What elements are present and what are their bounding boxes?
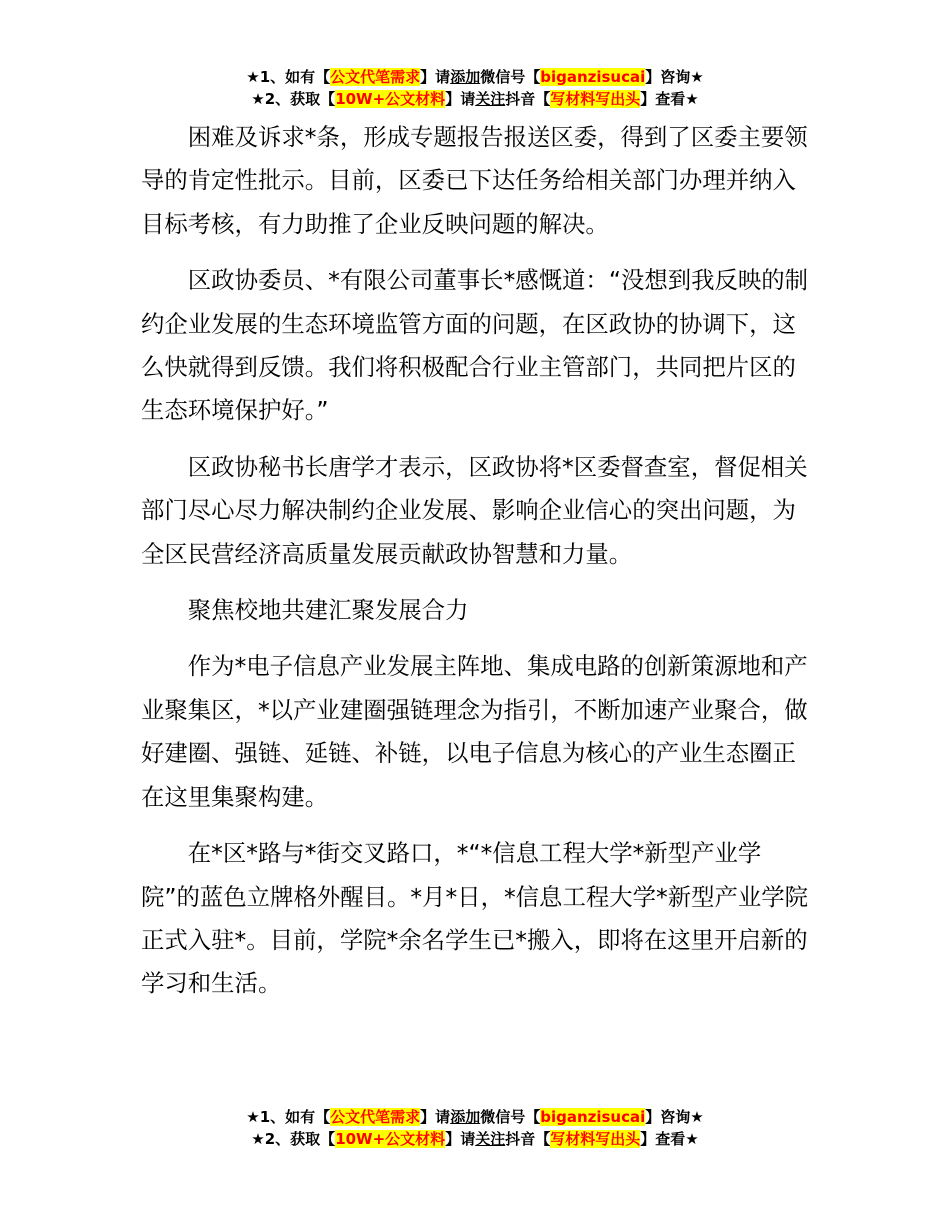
banner-text: 】查看★ (640, 1130, 699, 1148)
document-body (141, 116, 813, 1019)
banner-highlight: 10W+公文材料 (335, 90, 446, 108)
banner-highlight: 10W+公文材料 (335, 1130, 446, 1148)
banner-line-1 (0, 66, 950, 88)
banner-text: 抖音【 (505, 90, 551, 108)
douyin-id-highlight: 写材料写出头 (550, 90, 641, 108)
banner-line-1 (0, 1106, 950, 1128)
douyin-id-highlight: 写材料写出头 (550, 1130, 641, 1148)
banner-text: 】查看★ (640, 90, 699, 108)
section-heading: 聚焦校地共建汇聚发展合力 (187, 596, 469, 625)
banner-underline: 关注 (475, 1130, 506, 1148)
banner-text: 抖音【 (505, 1130, 551, 1148)
banner-line-2 (0, 88, 950, 110)
banner-text: 微信号【 (480, 68, 541, 86)
banner-text: 】咨询★ (645, 68, 704, 86)
banner-highlight: 公文代笔需求 (330, 68, 421, 86)
banner-text: 】请 (445, 90, 476, 108)
banner-line-2 (0, 1128, 950, 1150)
banner-underline: 添加 (450, 1108, 481, 1126)
wechat-id-highlight: biganzisucai (540, 1108, 646, 1126)
banner-highlight: 公文代笔需求 (330, 1108, 421, 1126)
banner-text: 微信号【 (480, 1108, 541, 1126)
paragraph: 区政协委员、*有限公司董事长*感慨道：“没想到我反映的制约企业发展的生态环境监管方面的问题，在区政协的协调下，这么快就得到反馈。我们将积极配合行业主管部门，共同把片区的生态环境保护好。” (141, 266, 809, 425)
banner-text: 】请 (445, 1130, 476, 1148)
wechat-id-highlight: biganzisucai (540, 68, 646, 86)
banner-underline: 添加 (450, 68, 481, 86)
footer-banner (0, 1106, 950, 1150)
banner-text: ★2、获取【 (251, 90, 336, 108)
paragraph: 困难及诉求*条，形成专题报告报送区委，得到了区委主要领导的肯定性批示。目前，区委已下达任务给相关部门办理并纳入目标考核，有力助推了企业反映问题的解决。 (141, 123, 808, 238)
banner-text: 】请 (420, 1108, 451, 1126)
banner-underline: 关注 (475, 90, 506, 108)
paragraph: 区政协秘书长唐学才表示，区政协将*区委督查室，督促相关部门尽心尽力解决制约企业发展、影响企业信心的突出问题，为全区民营经济高质量发展贡献政协智慧和力量。 (141, 452, 808, 568)
header-banner (0, 66, 950, 110)
banner-text: 】请 (420, 68, 451, 86)
banner-text: 】咨询★ (645, 1108, 704, 1126)
banner-text: ★1、如有【 (246, 1108, 331, 1126)
banner-text: ★1、如有【 (246, 68, 331, 86)
paragraph: 在*区*路与*街交叉路口，*“*信息工程大学*新型产业学院”的蓝色立牌格外醒目。*月*日，*信息工程大学*新型产业学院正式入驻*。目前，学院*余名学生已*搬入，即将在这里开启新的学习和生活。 (141, 839, 809, 998)
paragraph: 作为*电子信息产业发展主阵地、集成电路的创新策源地和产业聚集区，*以产业建圈强链理念为指引，不断加速产业聚合，做好建圈、强链、延链、补链，以电子信息为核心的产业生态圈正在这里集聚构建。 (141, 652, 808, 811)
banner-text: ★2、获取【 (251, 1130, 336, 1148)
